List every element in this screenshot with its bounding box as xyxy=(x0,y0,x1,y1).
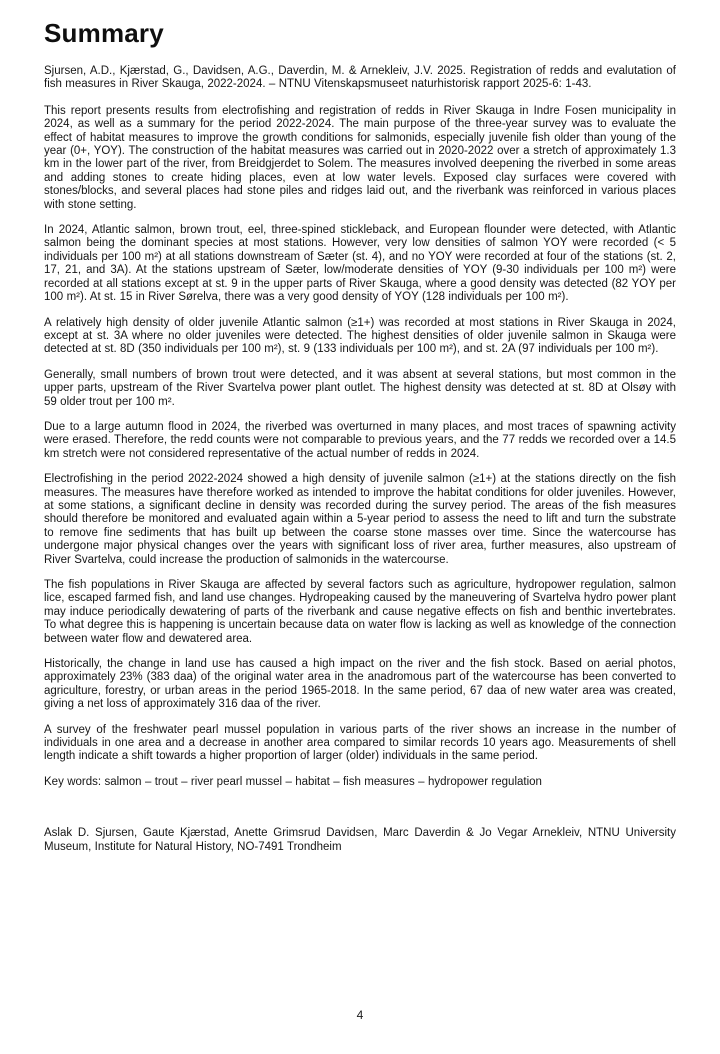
body-paragraph-6: Electrofishing in the period 2022-2024 showed a high density of juvenile salmon (≥1+) at the stations directly on the fish measures. The measures have therefore worked as intended to improve the habitat conditions for older juveniles. However, at some stations, a significant decline in density was recorded during the survey period. The areas of the fish measures should therefore be monitored and evaluated again within a 5-year period to assess the need to lift and turn the substrate to remove fine sediments that has built up between the coarse stone masses over time. Since the watercourse has undergone major physical changes over the years with significant loss of river area, further measures, also upstream of River Svartelva, could increase the production of salmonids in the watercourse. xyxy=(44,473,676,566)
body-paragraph-3: A relatively high density of older juvenile Atlantic salmon (≥1+) was recorded at most stations in River Skauga in 2024, except at st. 3A where no older juveniles were detected. The highest densities of older juvenile salmon in Skauga were detected at st. 8D (350 individuals per 100 m²), st. 9 (133 individuals per 100 m²), and st. 2A (97 individuals per 100 m²). xyxy=(44,316,676,356)
citation-paragraph: Sjursen, A.D., Kjærstad, G., Davidsen, A.G., Daverdin, M. & Arnekleiv, J.V. 2025. Registration of redds and evalutation of fish measures in River Skauga, 2022-2024. – NTNU Vitenskapsmuseet naturhistorisk rapport 2025-6: 1-43. xyxy=(44,65,676,91)
keywords-line: Key words: salmon – trout – river pearl mussel – habitat – fish measures – hydropower regulation xyxy=(44,775,542,788)
authors-affiliation: Aslak D. Sjursen, Gaute Kjærstad, Anette Grimsrud Davidsen, Marc Daverdin & Jo Vegar Arnekleiv, NTNU University Museum, Institute for Natural History, NO-7491 Trondheim xyxy=(44,827,676,853)
body-paragraph-2: In 2024, Atlantic salmon, brown trout, eel, three-spined stickleback, and European flounder were detected, with Atlantic salmon being the dominant species at most stations. However, very low densities of salmon YOY were recorded (< 5 individuals per 100 m²) at all stations downstream of Sæter (st. 4), and no YOY were recorded at four of the stations (st. 2, 17, 21, and 3A). At the stations upstream of Sæter, low/moderate densities of YOY (9-30 individuals per 100 m²) were recorded at all stations except at st. 9 in the upper parts of River Skauga, where a good density was detected (82 YOY per 100 m²). At st. 15 in River Sørelva, there was a very good density of YOY (128 individuals per 100 m²). xyxy=(44,224,676,304)
body-paragraph-1: This report presents results from electrofishing and registration of redds in River Skauga in Indre Fosen municipality in 2024, as well as a summary for the period 2022-2024. The main purpose of the three-year survey was to evaluate the effect of habitat measures to improve the growth conditions for salmonids, especially juvenile fish older than young of the year (0+, YOY). The construction of the habitat measures was carried out in 2020-2022 over a stretch of approximately 1.3 km in the lower part of the river, from Breidgjerdet to Solem. The measures involved deepening the riverbed in some areas and adding stones to create hiding places, even at low water levels. Exposed clay surfaces were covered with stones/blocks, and several places had stone piles and ridges laid out, and the riverbank was reinforced in various places with stone setting. xyxy=(44,104,676,211)
body-paragraph-8: Historically, the change in land use has caused a high impact on the river and the fish stock. Based on aerial photos, approximately 23% (383 daa) of the original water area in the anadromous part of the watercourse has been converted to agriculture, forestry, or urban areas in the period 1965-2018. In the same period, 67 daa of new water area was created, giving a net loss of approximately 316 daa of the river. xyxy=(44,658,676,711)
body-paragraph-5: Due to a large autumn flood in 2024, the riverbed was overturned in many places, and most traces of spawning activity were erased. Therefore, the redd counts were not comparable to previous years, and the 77 redds we recorded over a 14.5 km stretch were not considered representative of the actual number of redds in 2024. xyxy=(44,420,676,460)
body-paragraph-7: The fish populations in River Skauga are affected by several factors such as agriculture, hydropower regulation, salmon lice, escaped farmed fish, and land use changes. Hydropeaking caused by the maneuvering of Svartelva hydro power plant may induce periodically dewatering of parts of the riverbank and cause negative effects on fish and benthic invertebrates. To what degree this is happening is uncertain because data on water flow is lacking as well as knowledge of the connection between water flow and dewatered area. xyxy=(44,579,676,645)
page-title: Summary xyxy=(44,18,164,48)
body-paragraph-9: A survey of the freshwater pearl mussel population in various parts of the river shows an increase in the number of individuals in one area and a decrease in another area compared to similar records 10 years ago. Measurements of shell length indicate a shift towards a higher proportion of larger (older) individuals in the same period. xyxy=(44,723,676,763)
body-paragraph-4: Generally, small numbers of brown trout were detected, and it was absent at several stations, but most common in the upper parts, upstream of the River Svartelva power plant outlet. The highest density was detected at st. 8D at Olsøy with 59 older trout per 100 m². xyxy=(44,368,676,408)
page-number: 4 xyxy=(356,1008,364,1022)
